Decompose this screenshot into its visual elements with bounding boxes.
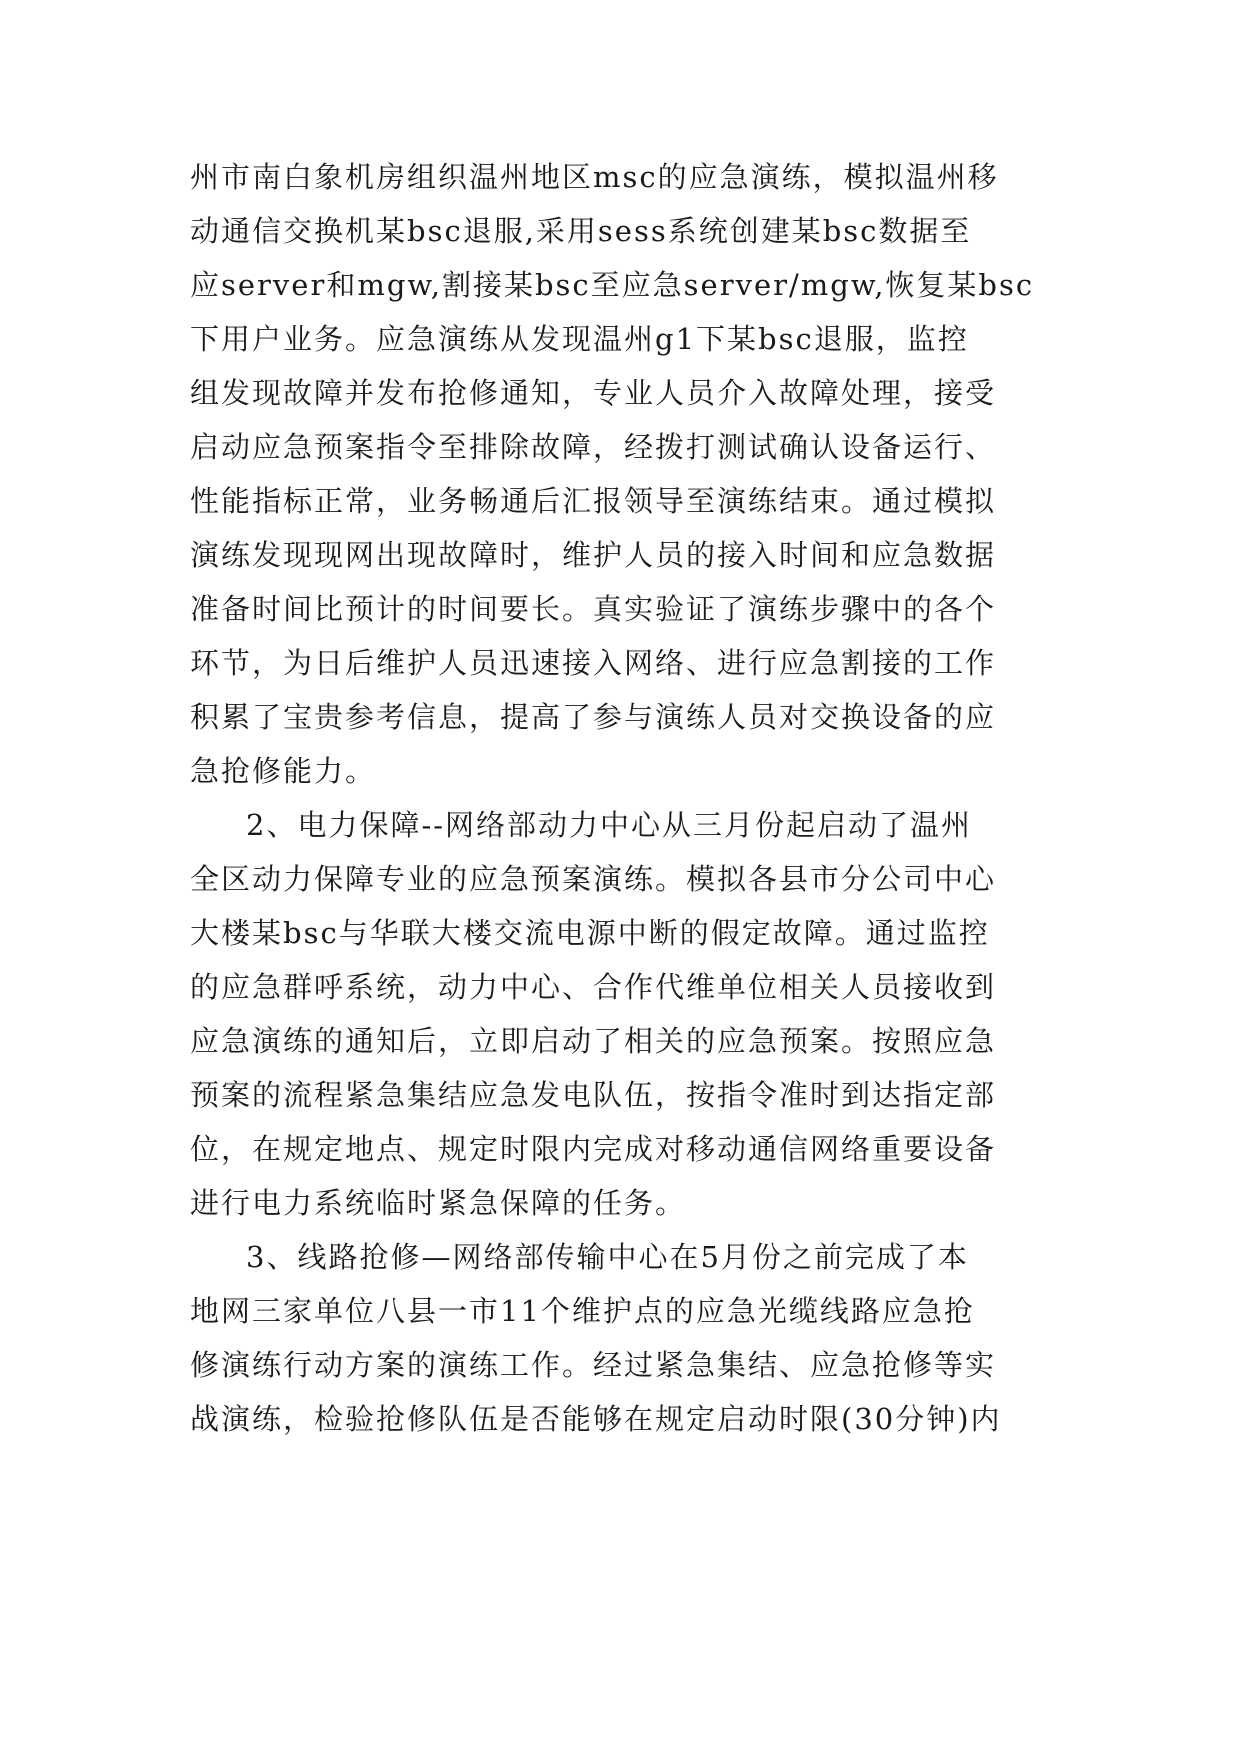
text-line: 启动应急预案指令至排除故障，经拨打测试确认设备运行、 — [190, 430, 997, 464]
text-line: 积累了宝贵参考信息，提高了参与演练人员对交换设备的应 — [190, 700, 997, 734]
text-line: 下用户业务。应急演练从发现温州g1下某bsc退服，监控 — [190, 322, 969, 356]
text-line: 州市南白象机房组织温州地区msc的应急演练，模拟温州移 — [190, 160, 999, 194]
text-line: 修演练行动方案的演练工作。经过紧急集结、应急抢修等实 — [190, 1348, 997, 1382]
text-line: 环节，为日后维护人员迅速接入网络、进行应急割接的工作 — [190, 646, 997, 680]
paragraph-msc-drill — [190, 150, 1060, 798]
text-line: 准备时间比预计的时间要长。真实验证了演练步骤中的各个 — [190, 592, 997, 626]
text-line: 动通信交换机某bsc退服,采用sess系统创建某bsc数据至 — [190, 214, 972, 248]
text-line: 性能指标正常，业务畅通后汇报领导至演练结束。通过模拟 — [190, 484, 997, 518]
paragraph-power-support — [190, 798, 1060, 1230]
text-line: 大楼某bsc与华联大楼交流电源中断的假定故障。通过监控 — [190, 916, 990, 950]
text-line: 预案的流程紧急集结应急发电队伍，按指令准时到达指定部 — [190, 1078, 997, 1112]
text-line: 的应急群呼系统，动力中心、合作代维单位相关人员接收到 — [190, 970, 997, 1004]
document-body — [190, 150, 1060, 1446]
text-line: 应急演练的通知后，立即启动了相关的应急预案。按照应急 — [190, 1024, 997, 1058]
text-line: 演练发现现网出现故障时，维护人员的接入时间和应急数据 — [190, 538, 997, 572]
text-line: 2、电力保障--网络部动力中心从三月份起启动了温州 — [246, 808, 973, 842]
text-line: 3、线路抢修—网络部传输中心在5月份之前完成了本 — [246, 1240, 969, 1274]
text-line: 全区动力保障专业的应急预案演练。模拟各县市分公司中心 — [190, 862, 997, 896]
text-line: 战演练，检验抢修队伍是否能够在规定启动时限(30分钟)内 — [190, 1402, 1002, 1436]
text-line: 地网三家单位八县一市11个维护点的应急光缆线路应急抢 — [190, 1294, 975, 1328]
text-line: 位，在规定地点、规定时限内完成对移动通信网络重要设备 — [190, 1132, 997, 1166]
text-line: 组发现故障并发布抢修通知，专业人员介入故障处理，接受 — [190, 376, 997, 410]
paragraph-line-repair — [190, 1230, 1060, 1446]
text-line: 进行电力系统临时紧急保障的任务。 — [190, 1186, 687, 1220]
text-line: 急抢修能力。 — [190, 754, 377, 788]
text-line: 应server和mgw,割接某bsc至应急server/mgw,恢复某bsc — [190, 268, 1035, 302]
